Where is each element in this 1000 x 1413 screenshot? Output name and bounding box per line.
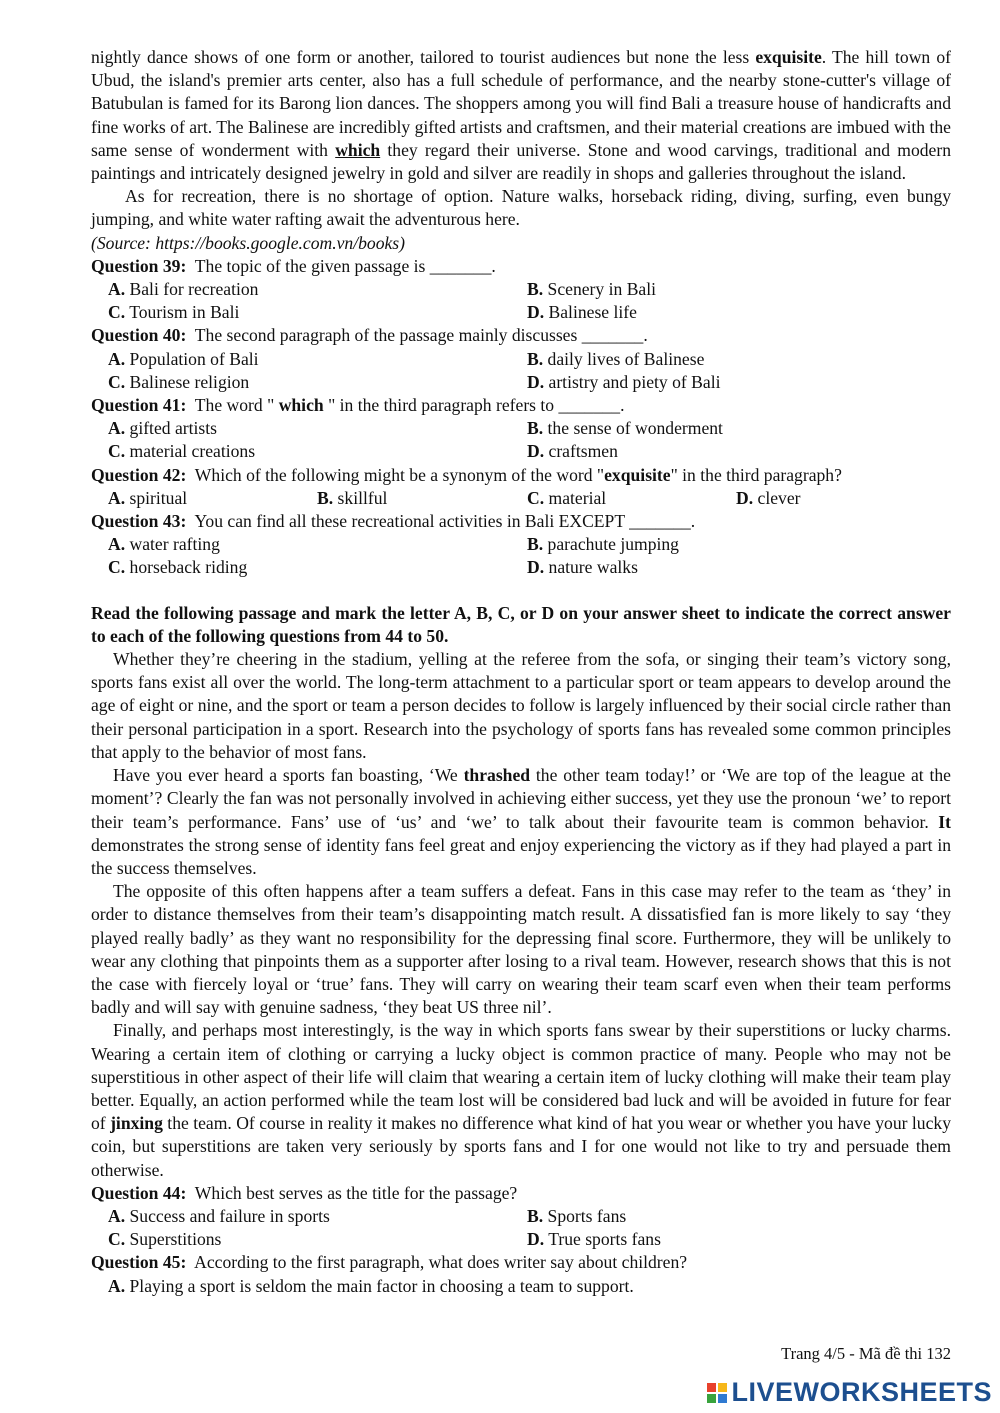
brand-name: LIVEWORKSHEETS <box>731 1377 992 1407</box>
word-it: It <box>938 811 951 832</box>
section-instruction: Read the following passage and mark the letter A, B, C, or D on your answer sheet to indicate the correct answer to each of the following questions from 44 to 50. <box>91 602 951 646</box>
question-43-options <box>91 533 951 579</box>
word-jinxing: jinxing <box>110 1113 163 1134</box>
option-b[interactable]: B. Scenery in Bali <box>527 279 657 300</box>
question-40-options <box>91 348 951 394</box>
passage-paragraph-4: As for recreation, there is no shortage of option. Nature walks, horseback riding, diving, surfing, even bungy jumping, and white water rafting await the adventurous here. <box>91 186 951 230</box>
word-thrashed: thrashed <box>463 765 531 786</box>
word-which: which <box>335 139 381 160</box>
page-footer: Trang 4/5 - Mã đề thi 132 <box>781 1344 951 1363</box>
option-c[interactable]: C. Balinese religion <box>108 371 250 392</box>
question-39-options <box>91 278 951 324</box>
passage-paragraph-3: nightly dance shows of one form or another, tailored to tourist audiences but none the less exquisite. The hill town of Ubud, the island's premier arts center, also has a full schedule of performance, and the nearby stone-cutter's village of Batubulan is famed for its Barong lion dances. The shoppers among you will find Bali a treasure house of handicrafts and fine works of art. The Balinese are incredibly gifted artists and craftsmen, and their material creations are imbued with the same sense of wonderment with which they regard their universe. Stone and wood carvings, traditional and modern paintings and intricately designed jewelry in gold and silver are readily in shops and galleries throughout the island. <box>91 47 951 184</box>
option-c[interactable]: C. horseback riding <box>108 557 248 578</box>
option-b[interactable]: B. Sports fans <box>527 1205 627 1226</box>
question-41: Question 41: The word " which " in the third paragraph refers to _______. <box>91 395 625 416</box>
option-a[interactable]: A. Playing a sport is seldom the main factor in choosing a team to support. <box>108 1275 634 1296</box>
option-c[interactable]: C. Superstitions <box>108 1229 222 1250</box>
question-43: Question 43: You can find all these recreational activities in Bali EXCEPT _______. <box>91 511 696 532</box>
passage2-paragraph-4: Finally, and perhaps most interestingly, is the way in which sports fans swear by their superstitions or lucky charms. Wearing a certain item of clothing or carrying a lucky object is common practice of many. People who may not be superstitious in other aspect of their life will claim that wearing a certain item of lucky clothing will make their team play better. Equally, an action performed while the team lost will be considered bad luck and will be avoided in future for fear of jinxing the team. Of course in reality it makes no difference what kind of hat you wear or whether you have your lucky coin, but superstitions are taken very seriously by sports fans and I for one would not like to try and persuade them otherwise. <box>91 1020 951 1180</box>
passage2-paragraph-3: The opposite of this often happens after a team suffers a defeat. Fans in this case may refer to the team as ‘they’ in order to distance themselves from their team’s disappointing match result. A dissatisfied fan is more likely to say ‘they played really badly’ as they want no responsibility for the depressing final score. Furthermore, they will be unlikely to wear any clothing that pinpoints them as a supporter after losing to a rival team. However, research shows that this is not the case with fiercely loyal or ‘true’ fans. They will carry on wearing their team scarf even when their team performs badly and will say with genuine sadness, ‘they beat US three nil’. <box>91 881 951 1018</box>
option-d[interactable]: D. Balinese life <box>527 302 637 323</box>
question-44-options <box>91 1205 951 1251</box>
word-exquisite: exquisite <box>755 47 822 67</box>
question-41-options <box>91 417 951 463</box>
source-citation: (Source: https://books.google.com.vn/books) <box>91 232 406 253</box>
document-page <box>91 46 951 1298</box>
option-a[interactable]: A. gifted artists <box>108 418 217 439</box>
question-40: Question 40: The second paragraph of the passage mainly discusses _______. <box>91 325 648 346</box>
option-a[interactable]: A. Success and failure in sports <box>108 1205 330 1226</box>
question-42-options <box>91 487 951 510</box>
option-a[interactable]: A. Bali for recreation <box>108 279 259 300</box>
liveworksheets-logo <box>707 1377 992 1408</box>
option-b[interactable]: B. skillful <box>317 487 388 508</box>
option-b[interactable]: B. daily lives of Balinese <box>527 348 705 369</box>
option-d[interactable]: D. craftsmen <box>527 441 618 462</box>
passage2-paragraph-2: Have you ever heard a sports fan boasting, ‘We thrashed the other team today!’ or ‘We are top of the league at the moment’? Clearly the fan was not personally involved in achieving either success, yet they use the pronoun ‘we’ to report their team’s performance. Fans’ use of ‘us’ and ‘we’ to talk about their favourite team is common behavior. It demonstrates the strong sense of identity fans feel great and enjoy experiencing the victory as if they had played a part in the success themselves. <box>91 765 951 878</box>
option-c[interactable]: C. material <box>527 487 607 508</box>
option-b[interactable]: B. parachute jumping <box>527 534 679 555</box>
question-39: Question 39: The topic of the given passage is _______. <box>91 255 496 276</box>
option-a[interactable]: A. water rafting <box>108 534 220 555</box>
liveworksheets-icon <box>707 1383 727 1403</box>
option-c[interactable]: C. Tourism in Bali <box>108 302 240 323</box>
question-45-options <box>91 1275 951 1298</box>
option-c[interactable]: C. material creations <box>108 441 256 462</box>
option-d[interactable]: D. nature walks <box>527 557 638 578</box>
option-a[interactable]: A. Population of Bali <box>108 348 259 369</box>
passage2-paragraph-1: Whether they’re cheering in the stadium, yelling at the referee from the sofa, or singing their team’s victory song, sports fans exist all over the world. The long-term attachment to a particular sport or team appears to develop around the age of eight or nine, and the sport or team a person decides to follow is largely influenced by their social circle rather than their personal participation in a sport. Research into the psychology of sports fans has revealed some common principles that apply to the behavior of most fans. <box>91 649 951 762</box>
option-b[interactable]: B. the sense of wonderment <box>527 418 723 439</box>
question-44: Question 44: Which best serves as the title for the passage? <box>91 1182 518 1203</box>
option-d[interactable]: D. clever <box>736 487 801 508</box>
option-d[interactable]: D. artistry and piety of Bali <box>527 371 721 392</box>
option-d[interactable]: D. True sports fans <box>527 1229 661 1250</box>
question-45: Question 45: According to the first paragraph, what does writer say about children? <box>91 1252 688 1273</box>
option-a[interactable]: A. spiritual <box>108 487 188 508</box>
question-42: Question 42: Which of the following might be a synonym of the word "exquisite" in the third paragraph? <box>91 464 842 485</box>
